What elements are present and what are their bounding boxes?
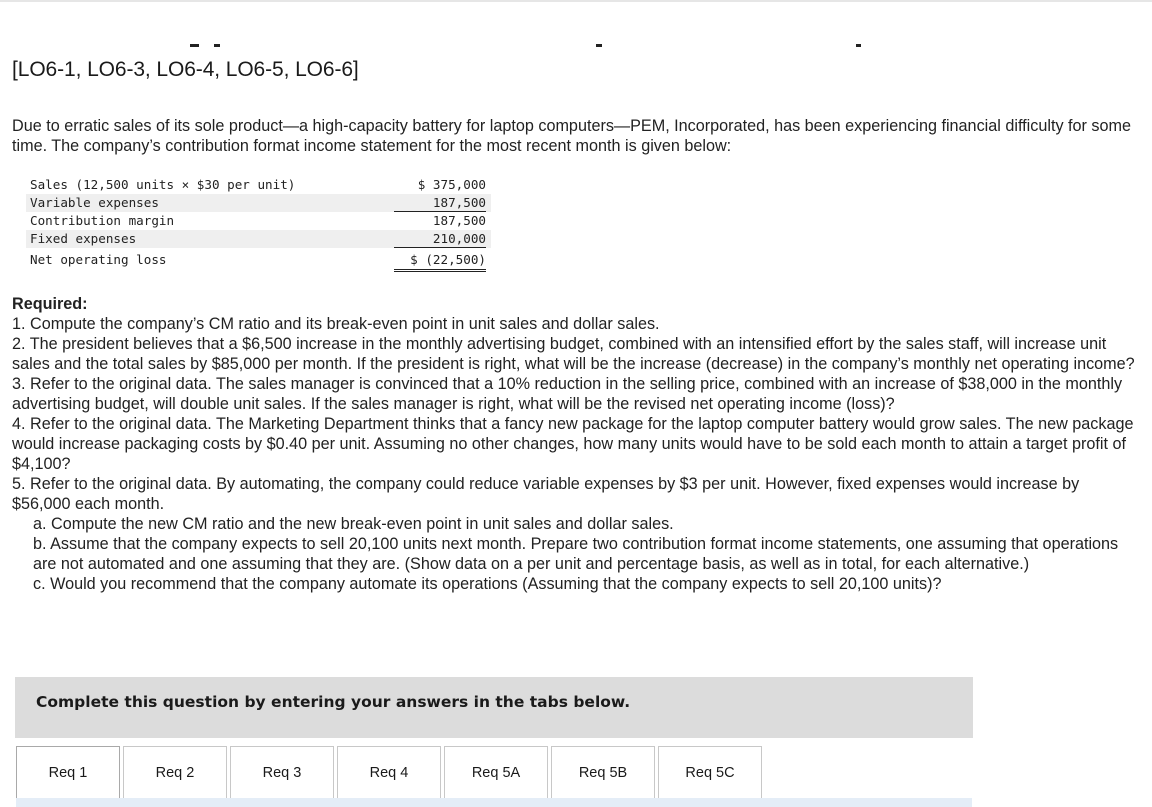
tab-req-1[interactable]: Req 1 [16,746,120,802]
requirement-item: 3. Refer to the original data. The sales manager is convinced that a 10% reduction in the selling price, combined with an increase of $38,000 in the monthly advertising budget, will double unit sales. If the sales manager is right, what will be the revised net operating income (loss)? [12,375,1123,413]
clipped-text-fragment [596,44,602,47]
row-label: Variable expenses [30,195,159,210]
tab-req-5b[interactable]: Req 5B [551,746,655,798]
row-label: Fixed expenses [30,231,137,246]
requirement-subitem: a. Compute the new CM ratio and the new break-even point in unit sales and dollar sales. [33,515,674,533]
row-value: $ (22,500) [394,248,486,272]
requirement-item: 2. The president believes that a $6,500 increase in the monthly advertising budget, combined with an intensified effort by the sales staff, will increase unit sales and the total sales by $85,000 per month. If the president is right, what will be the increase (decrease) in the company’s monthly net operating income? [12,335,1135,373]
statement-row-net-operating-loss [26,248,491,272]
instructions-banner [15,677,973,738]
tab-req-3[interactable]: Req 3 [230,746,334,798]
statement-row-contribution-margin [26,212,491,230]
requirement-subitem: b. Assume that the company expects to sell 20,100 units next month. Prepare two contribution format income statements, one assuming that operations are not automated and one assuming that they are. (Show data on a per unit and percentage basis, as well as in total, for each alternative.) [33,535,1119,573]
requirement-item: 1. Compute the company’s CM ratio and its break-even point in unit sales and dollar sales. [12,315,660,333]
requirement-item: 5. Refer to the original data. By automating, the company could reduce variable expenses by $3 per unit. However, fixed expenses would increase by $56,000 each month. [12,475,1080,513]
row-label: Sales (12,500 units × $30 per unit) [30,177,296,192]
row-value: 187,500 [432,213,486,228]
statement-row-fixed-expenses [26,230,491,248]
requirement-subitem: c. Would you recommend that the company automate its operations (Assuming that the company expects to sell 20,100 units)? [33,575,942,593]
problem-intro: Due to erratic sales of its sole product—a high-capacity battery for laptop computers—PEM, Incorporated, has been experiencing financial difficulty for some time. The company’s contribution format income statement for the most recent month is given below: [12,117,1132,155]
requirements-section [12,294,1142,594]
clipped-text-fragment [856,44,861,47]
clipped-text-fragment [214,44,220,47]
tab-panel-edge [16,798,972,807]
row-value: $ 375,000 [417,177,486,192]
requirement-item: 4. Refer to the original data. The Marketing Department thinks that a fancy new package for the laptop computer battery would grow sales. The new package would increase packaging costs by $0.40 per unit. Assuming no other changes, how many units would have to be sold each month to attain a target profit of $4,100? [12,415,1134,473]
tab-req-2[interactable]: Req 2 [123,746,227,798]
required-heading: Required: [12,295,88,313]
row-value: 210,000 [394,230,486,248]
row-value: 187,500 [394,194,486,212]
statement-row-variable-expenses [26,194,491,212]
row-label: Net operating loss [30,252,167,267]
page-title: [LO6-1, LO6-3, LO6-4, LO6-5, LO6-6] [12,58,359,81]
tab-req-5a[interactable]: Req 5A [444,746,548,798]
top-divider [0,0,1152,2]
income-statement-table [26,176,491,272]
clipped-text-fragment [190,44,199,47]
tab-req-4[interactable]: Req 4 [337,746,441,798]
tab-req-5c[interactable]: Req 5C [658,746,762,798]
banner-text: Complete this question by entering your answers in the tabs below. [36,693,631,711]
row-label: Contribution margin [30,213,175,228]
statement-row-sales [26,176,491,194]
